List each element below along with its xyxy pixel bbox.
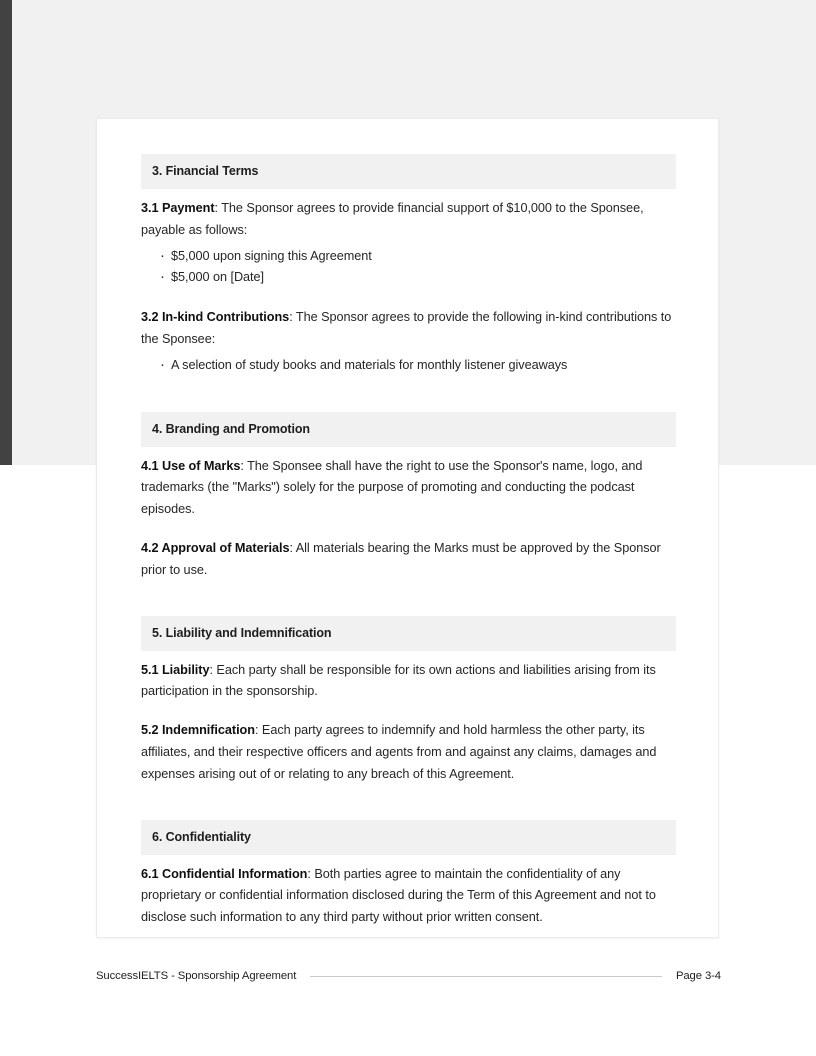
clause-paragraph [141,198,676,242]
clause-bullet-list [141,355,676,377]
clause-paragraph [141,456,676,521]
section-header-4 [141,820,676,855]
clause-body: : The Sponsor agrees to provide the following in-kind contributions to the Sponsee: [141,310,672,346]
section-heading-text: 6. Confidentiality [152,829,251,844]
section-heading-text: 3. Financial Terms [152,164,259,178]
section-header-1 [141,154,676,189]
page-footer [96,970,721,982]
clause-body: : Both parties agree to maintain the confidentiality of any proprietary or confidential information disclosed during the Term of this Agreement and not to disclose such information to any third party without prior written consent. [141,866,656,925]
section-spacer [141,803,676,820]
section-header-3 [141,616,676,651]
clause-body: : All materials bearing the Marks must be approved by the Sponsor prior to use. [141,540,661,577]
section-spacer [141,395,676,412]
clause-body: : Each party agrees to indemnify and hold harmless the other party, its affiliates, and their respective officers and agents from and against any claims, damages and expenses arising out of or relating to any breach of this Agreement. [141,723,657,781]
section-spacer [141,599,676,616]
clause-label: 6.1 Confidential Information [141,866,308,881]
clause-paragraph [141,720,676,785]
list-item: · $5,000 on [Date] [160,267,676,289]
clause-label: 4.1 Use of Marks [141,458,241,473]
clause-body: : The Sponsor agrees to provide financial support of $10,000 to the Sponsee, payable as follows: [141,201,644,237]
footer-divider [310,976,662,977]
clause-paragraph [141,538,676,582]
clause-body: : The Sponsee shall have the right to use the Sponsor's name, logo, and trademarks (the "Marks") solely for the purpose of promoting and conducting the podcast episodes. [141,458,643,517]
section-heading-text: 5. Liability and Indemnification [152,625,332,640]
section-header-2 [141,412,676,447]
document-page [96,118,719,938]
section-heading-text: 4. Branding and Promotion [152,421,310,436]
clause-paragraph [141,864,676,929]
document-content [141,154,676,929]
list-item: · $5,000 upon signing this Agreement [160,246,676,268]
list-item: · A selection of study books and materials for monthly listener giveaways [160,355,676,377]
footer-page-number: Page 3-4 [675,970,721,982]
footer-document-title: SuccessIELTS - Sponsorship Agreement [96,970,297,982]
clause-label: 3.2 In-kind Contributions [141,310,290,325]
clause-label: 5.1 Liability [141,662,210,677]
clause-bullet-list [141,246,676,290]
clause-body: : Each party shall be responsible for its own actions and liabilities arising from its participation in the sponsorship. [141,662,656,699]
clause-label: 5.2 Indemnification [141,723,255,738]
clause-paragraph [141,307,676,351]
clause-label: 4.2 Approval of Materials [141,540,290,555]
left-rail [0,0,12,465]
clause-label: 3.1 Payment [141,201,215,215]
clause-paragraph [141,660,676,704]
